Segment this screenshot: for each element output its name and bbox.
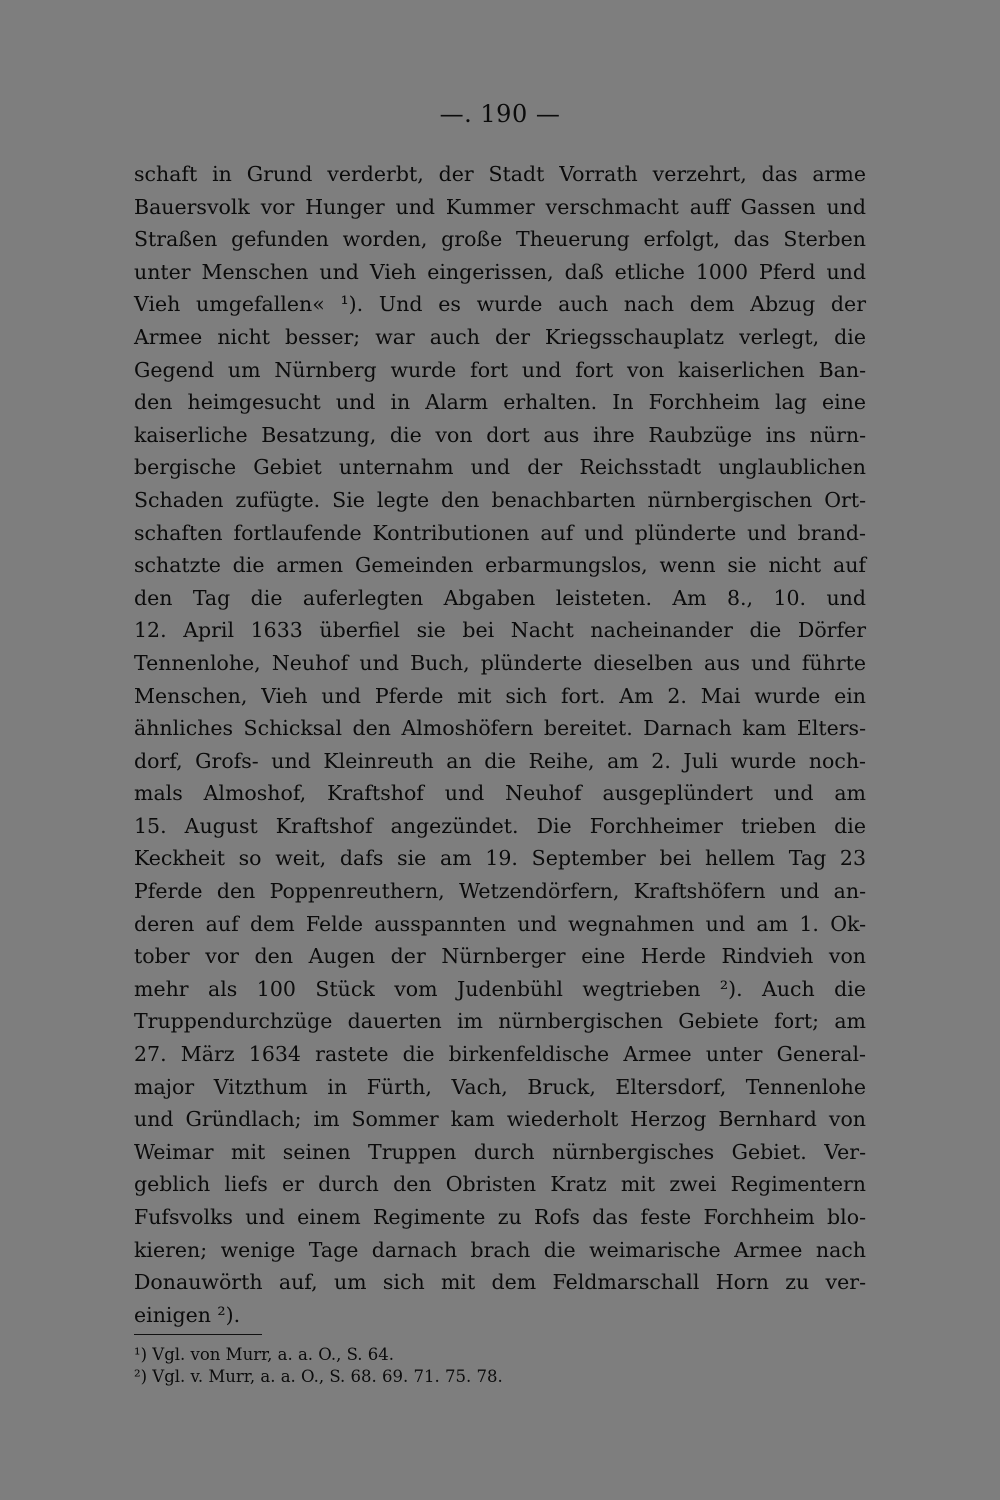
text-line: Gegend um Nürnberg wurde fort und fort von kaiserlichen Ban- bbox=[134, 357, 866, 382]
text-line: tober vor den Augen der Nürnberger eine Herde Rindvieh von bbox=[134, 944, 866, 969]
text-line: unter Menschen und Vieh eingerissen, daß etliche 1000 Pferd und bbox=[134, 259, 866, 284]
text-line: den Tag die auferlegten Abgaben leisteten. Am 8., 10. und bbox=[134, 585, 866, 610]
text-line: Armee nicht besser; war auch der Kriegsschauplatz verlegt, die bbox=[134, 324, 866, 349]
text-line: Bauersvolk vor Hunger und Kummer verschmacht auff Gassen und bbox=[134, 194, 866, 219]
footnote: ²) Vgl. v. Murr, a. a. O., S. 68. 69. 71. 75. 78. bbox=[134, 1367, 503, 1386]
text-line: mehr als 100 Stück vom Judenbühl wegtrieben ²). Auch die bbox=[134, 976, 866, 1001]
text-line: Keckheit so weit, dafs sie am 19. September bei hellem Tag 23 bbox=[134, 846, 866, 871]
text-line: 12. April 1633 überfiel sie bei Nacht nacheinander die Dörfer bbox=[134, 618, 866, 643]
text-line: Menschen, Vieh und Pferde mit sich fort. Am 2. Mai wurde ein bbox=[134, 683, 866, 708]
text-line: einigen ²). bbox=[134, 1302, 241, 1327]
text-line: den heimgesucht und in Alarm erhalten. In Forchheim lag eine bbox=[134, 390, 866, 415]
text-line: Vieh umgefallen« ¹). Und es wurde auch nach dem Abzug der bbox=[134, 292, 866, 317]
page-number: —. 190 — bbox=[439, 100, 561, 128]
text-line: ähnliches Schicksal den Almoshöfern bereitet. Darnach kam Elters- bbox=[134, 716, 866, 741]
text-line: kieren; wenige Tage darnach brach die weimarische Armee nach bbox=[134, 1237, 866, 1262]
text-line: major Vitzthum in Fürth, Vach, Bruck, Eltersdorf, Tennenlohe bbox=[134, 1074, 866, 1099]
text-line: Weimar mit seinen Truppen durch nürnbergisches Gebiet. Ver- bbox=[134, 1139, 866, 1164]
text-line: 27. März 1634 rastete die birkenfeldische Armee unter General- bbox=[134, 1042, 866, 1067]
footnote: ¹) Vgl. von Murr, a. a. O., S. 64. bbox=[134, 1345, 395, 1364]
text-line: mals Almoshof, Kraftshof und Neuhof ausgeplündert und am bbox=[134, 781, 866, 806]
text-line: schatzte die armen Gemeinden erbarmungslos, wenn sie nicht auf bbox=[134, 553, 866, 578]
text-line: schaften fortlaufende Kontributionen auf und plünderte und brand- bbox=[134, 520, 866, 545]
text-line: Straßen gefunden worden, große Theuerung erfolgt, das Sterben bbox=[134, 227, 866, 252]
text-line: 15. August Kraftshof angezündet. Die Forchheimer trieben die bbox=[134, 813, 866, 838]
text-line: dorf, Grofs- und Kleinreuth an die Reihe, am 2. Juli wurde noch- bbox=[134, 748, 866, 773]
text-line: geblich liefs er durch den Obristen Kratz mit zwei Regimentern bbox=[134, 1172, 866, 1197]
footnote-separator bbox=[134, 1334, 262, 1335]
text-line: Pferde den Poppenreuthern, Wetzendörfern, Kraftshöfern und an- bbox=[134, 879, 866, 904]
text-line: Truppendurchzüge dauerten im nürnbergischen Gebiete fort; am bbox=[134, 1009, 866, 1034]
text-line: Fufsvolks und einem Regimente zu Rofs das feste Forchheim blo- bbox=[134, 1205, 866, 1229]
text-line: deren auf dem Felde ausspannten und wegnahmen und am 1. Ok- bbox=[134, 911, 866, 936]
text-line: und Gründlach; im Sommer kam wiederholt Herzog Bernhard von bbox=[134, 1107, 866, 1132]
footnotes bbox=[134, 1344, 866, 1388]
text-line: Tennenlohe, Neuhof und Buch, plünderte dieselben aus und führte bbox=[134, 650, 866, 675]
text-line: bergische Gebiet unternahm und der Reichsstadt unglaublichen bbox=[134, 455, 866, 480]
text-line: kaiserliche Besatzung, die von dort aus ihre Raubzüge ins nürn- bbox=[134, 422, 866, 447]
body-text bbox=[134, 158, 866, 1331]
text-line: schaft in Grund verderbt, der Stadt Vorrath verzehrt, das arme bbox=[134, 162, 866, 186]
text-line: Donauwörth auf, um sich mit dem Feldmarschall Horn zu ver- bbox=[134, 1270, 866, 1295]
text-line: Schaden zufügte. Sie legte den benachbarten nürnbergischen Ort- bbox=[134, 487, 866, 512]
